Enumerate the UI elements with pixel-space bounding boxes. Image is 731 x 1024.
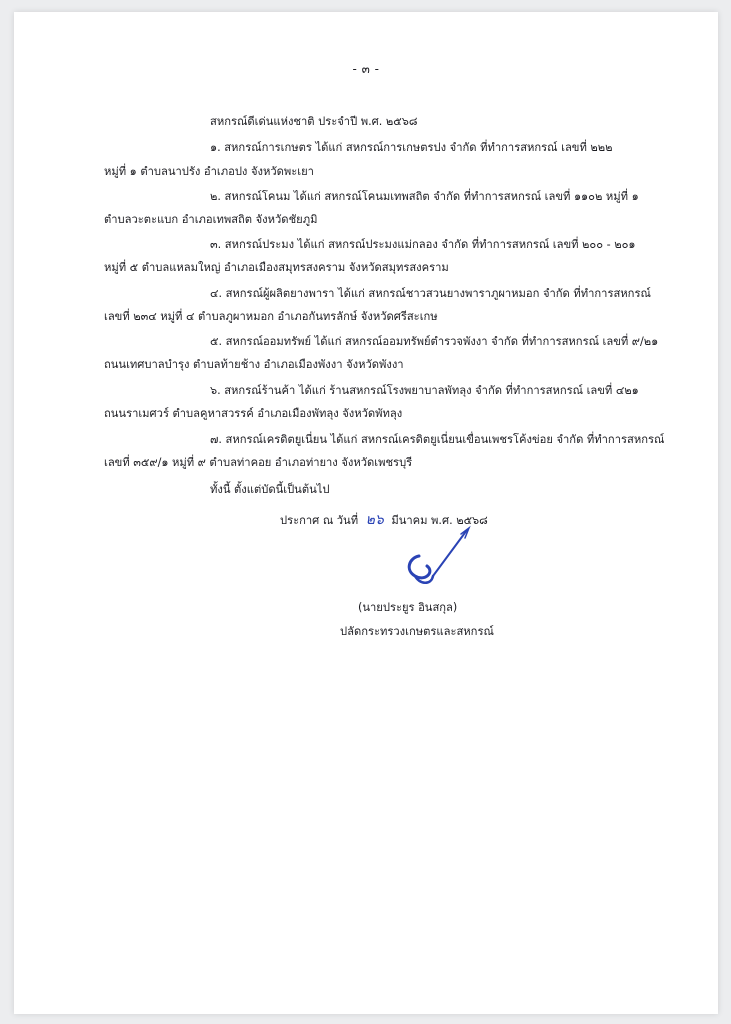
announce-day-handwritten: ๒๖ (365, 512, 384, 528)
item-1-line-2: หมู่ที่ ๑ ตำบลนาปรัง อำเภอปง จังหวัดพะเยา (104, 165, 314, 178)
item-3-line-2: หมู่ที่ ๕ ตำบลแหลมใหญ่ อำเภอเมืองสมุทรสงคราม จังหวัดสมุทรสงคราม (104, 261, 449, 274)
item-5-line-1: ๕. สหกรณ์ออมทรัพย์ ได้แก่ สหกรณ์ออมทรัพย์ตำรวจพังงา จำกัด ที่ทำการสหกรณ์ เลขที่ ๙/๒๑ (210, 335, 659, 348)
handwritten-signature (389, 514, 489, 594)
item-7-line-1: ๗. สหกรณ์เครดิตยูเนี่ยน ได้แก่ สหกรณ์เครดิตยูเนี่ยนเขื่อนเพชรโค้งข่อย จำกัด ที่ทำการสหกรณ์ (210, 433, 665, 446)
signer-name: (นายประยูร อินสกุล) (358, 601, 458, 614)
item-6-line-2: ถนนราเมศวร์ ตำบลคูหาสวรรค์ อำเภอเมืองพัทลุง จังหวัดพัทลุง (104, 407, 403, 420)
item-7-line-2: เลขที่ ๓๕๙/๑ หมู่ที่ ๙ ตำบลท่าคอย อำเภอท่ายาง จังหวัดเพชรบุรี (104, 456, 413, 469)
item-2-line-1: ๒. สหกรณ์โคนม ได้แก่ สหกรณ์โคนมเทพสถิต จำกัด ที่ทำการสหกรณ์ เลขที่ ๑๑๐๒ หมู่ที่ ๑ (210, 190, 639, 203)
document-page (14, 12, 718, 1014)
item-4-line-1: ๔. สหกรณ์ผู้ผลิตยางพารา ได้แก่ สหกรณ์ชาวสวนยางพาราภูผาหมอก จำกัด ที่ทำการสหกรณ์ (210, 287, 651, 300)
item-2-line-2: ตำบลวะตะแบก อำเภอเทพสถิต จังหวัดชัยภูมิ (104, 213, 318, 226)
announce-suffix: มีนาคม พ.ศ. ๒๕๖๘ (391, 514, 488, 527)
announce-prefix: ประกาศ ณ วันที่ (280, 514, 359, 527)
item-1-line-1: ๑. สหกรณ์การเกษตร ได้แก่ สหกรณ์การเกษตรปง จำกัด ที่ทำการสหกรณ์ เลขที่ ๒๒๒ (210, 141, 613, 154)
signer-title: ปลัดกระทรวงเกษตรและสหกรณ์ (340, 625, 494, 638)
item-5-line-2: ถนนเทศบาลบำรุง ตำบลท้ายช้าง อำเภอเมืองพังงา จังหวัดพังงา (104, 358, 404, 371)
item-3-line-1: ๓. สหกรณ์ประมง ได้แก่ สหกรณ์ประมงแม่กลอง จำกัด ที่ทำการสหกรณ์ เลขที่ ๒๐๐ - ๒๐๑ (210, 238, 636, 251)
item-4-line-2: เลขที่ ๒๓๔ หมู่ที่ ๔ ตำบลภูผาหมอก อำเภอกันทรลักษ์ จังหวัดศรีสะเกษ (104, 310, 438, 323)
section-heading: สหกรณ์ดีเด่นแห่งชาติ ประจำปี พ.ศ. ๒๕๖๘ (210, 115, 418, 128)
page-number: - ๓ - (352, 62, 380, 76)
effective-clause: ทั้งนี้ ตั้งแต่บัดนี้เป็นต้นไป (210, 483, 330, 496)
item-6-line-1: ๖. สหกรณ์ร้านค้า ได้แก่ ร้านสหกรณ์โรงพยาบาลพัทลุง จำกัด ที่ทำการสหกรณ์ เลขที่ ๔๒๑ (210, 384, 639, 397)
